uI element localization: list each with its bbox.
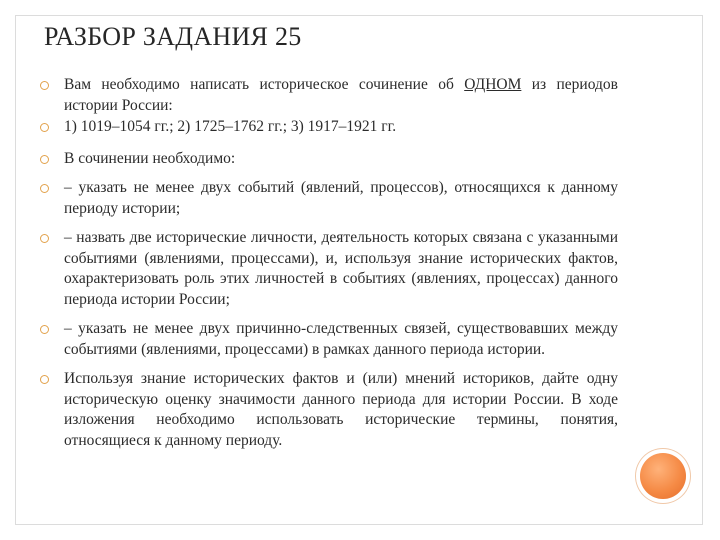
- emphasis-one: ОДНОМ: [464, 76, 522, 93]
- bullet-item-requirements: [38, 149, 618, 170]
- bullet-item-task-intro: [38, 75, 618, 116]
- ring-bullet-icon: [40, 184, 49, 193]
- bullet-text: 1) 1019–1054 гг.; 2) 1725–1762 гг.; 3) 1917–1921 гг.: [64, 118, 397, 135]
- bullet-item-causal-links: [38, 319, 618, 360]
- bullet-item-assessment: [38, 369, 618, 451]
- ring-bullet-icon: [40, 234, 49, 243]
- slide-title: РАЗБОР ЗАДАНИЯ 25: [44, 22, 302, 51]
- ring-bullet-icon: [40, 123, 49, 132]
- bullet-text: – указать не менее двух событий (явлений, процессов), относящихся к данному периоду истории;: [64, 179, 618, 217]
- bullet-text: Используя знание исторических фактов и (или) мнений историков, дайте одну историческую оценку значимости данного периода для истории России. В ходе изложения необходимо использовать исторические термины, понятия, относящиеся к данному периоду.: [64, 370, 618, 449]
- ring-bullet-icon: [40, 325, 49, 334]
- bullet-text: В сочинении необходимо:: [64, 149, 236, 167]
- ring-bullet-icon: [40, 81, 49, 90]
- bullet-item-periods: [38, 117, 618, 138]
- bullet-text: Вам необходимо написать историческое сочинение об: [64, 76, 465, 93]
- decorative-orange-circle: [640, 453, 686, 499]
- bullet-text: из периодов истории России:: [64, 76, 618, 114]
- ring-bullet-icon: [40, 155, 49, 164]
- bullet-item-events: [38, 178, 618, 219]
- ring-bullet-icon: [40, 375, 49, 384]
- bullet-item-personalities: [38, 228, 618, 310]
- bullet-text: – указать не менее двух причинно-следственных связей, существовавших между событиями (явлениями, процессами) в рамках данного периода истории.: [64, 320, 618, 358]
- bullet-text: – назвать две исторические личности, деятельность которых связана с указанными событиями (явлениями, процессами), и, используя знание исторических фактов, охарактеризовать роль этих личностей в событиях (явлениях, процессах) данного периода истории России;: [64, 229, 618, 308]
- bullet-list: [38, 75, 618, 456]
